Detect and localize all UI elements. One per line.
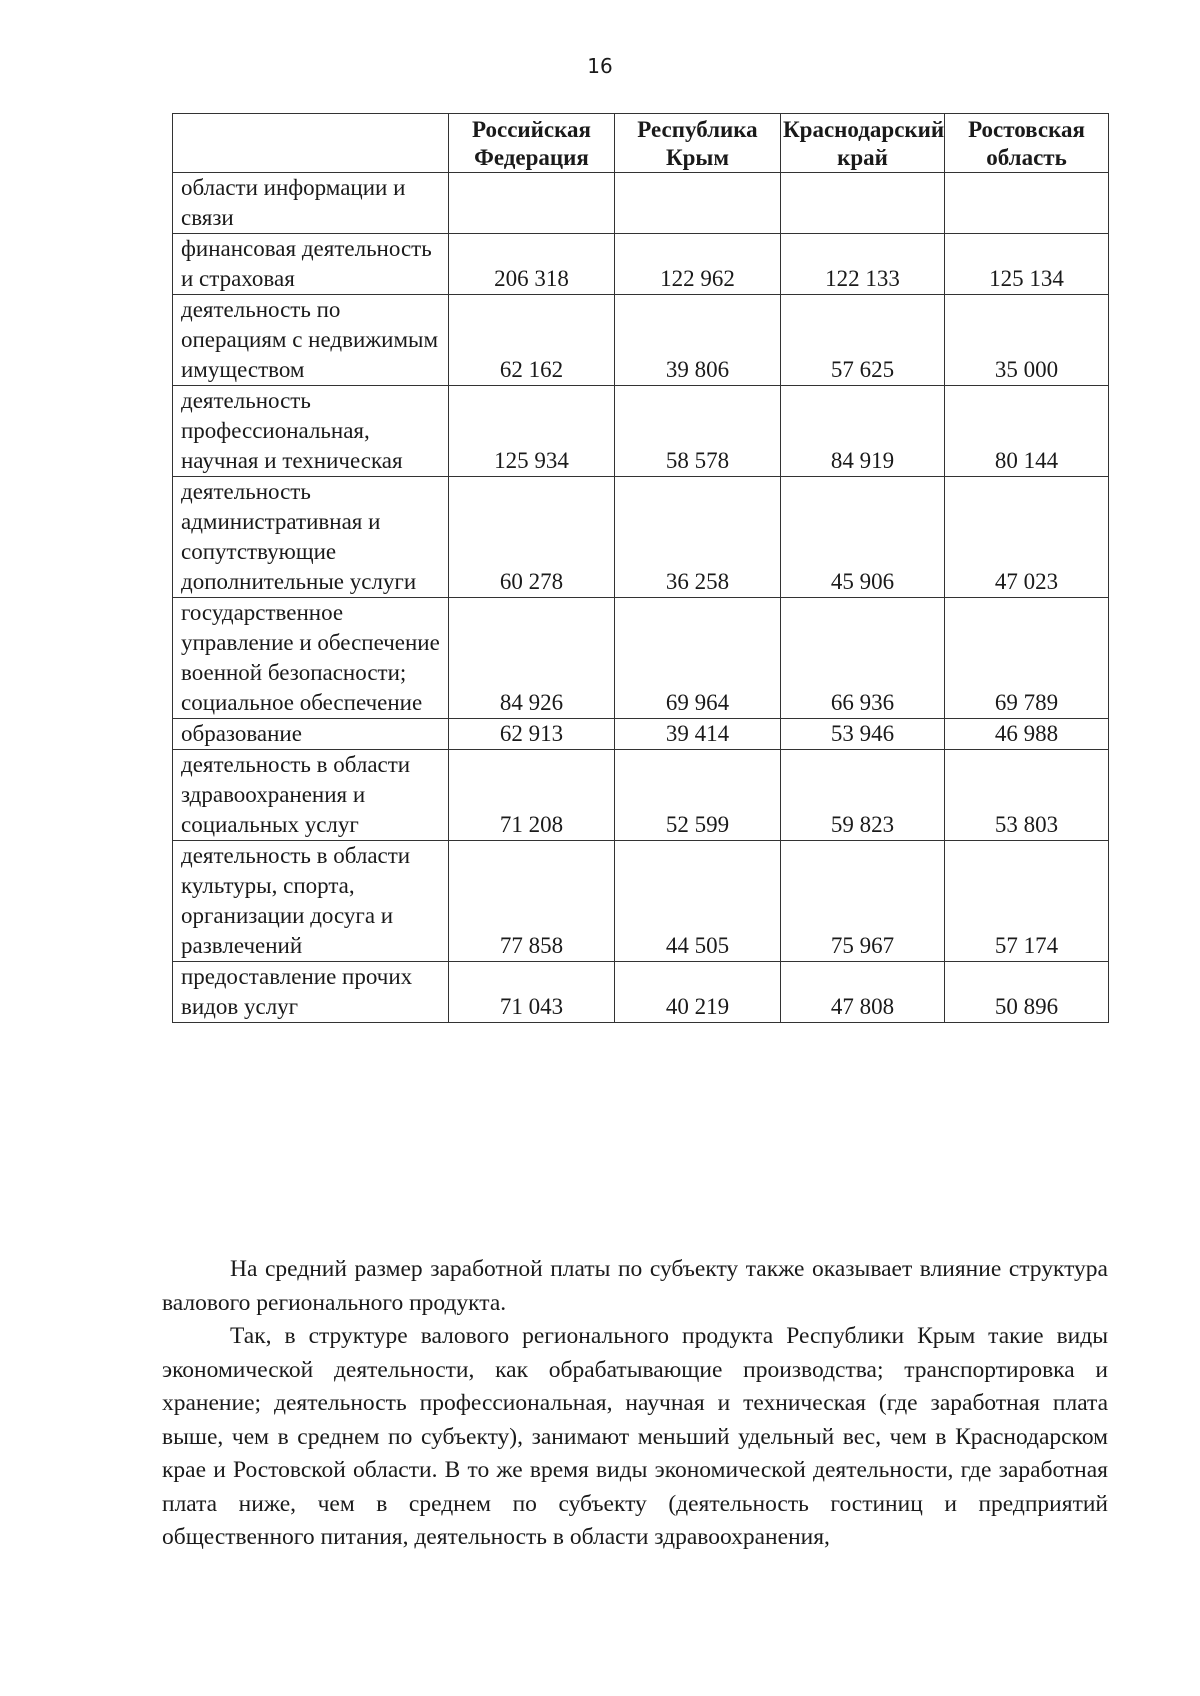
table-header-krasnodar: Краснодарский край bbox=[781, 114, 945, 173]
table-row bbox=[173, 598, 1109, 719]
cell-crimea bbox=[615, 173, 781, 234]
cell-crimea: 40 219 bbox=[615, 962, 781, 1023]
cell-crimea: 122 962 bbox=[615, 234, 781, 295]
cell-rostov: 125 134 bbox=[945, 234, 1109, 295]
table-row bbox=[173, 173, 1109, 234]
cell-rostov: 50 896 bbox=[945, 962, 1109, 1023]
table-row bbox=[173, 477, 1109, 598]
body-text bbox=[162, 1253, 1108, 1555]
row-label: деятельность в области культуры, спорта, организации досуга и развлечений bbox=[173, 841, 449, 962]
row-label: государственное управление и обеспечение военной безопасности; социальное обеспечение bbox=[173, 598, 449, 719]
cell-rf: 60 278 bbox=[449, 477, 615, 598]
table-header-rostov: Ростовская область bbox=[945, 114, 1109, 173]
row-label: финансовая деятельность и страховая bbox=[173, 234, 449, 295]
cell-crimea: 69 964 bbox=[615, 598, 781, 719]
cell-rostov: 80 144 bbox=[945, 386, 1109, 477]
cell-crimea: 52 599 bbox=[615, 750, 781, 841]
row-label: деятельность по операциям с недвижимым имуществом bbox=[173, 295, 449, 386]
cell-krasnodar: 122 133 bbox=[781, 234, 945, 295]
row-label: деятельность в области здравоохранения и социальных услуг bbox=[173, 750, 449, 841]
cell-rostov bbox=[945, 173, 1109, 234]
paragraph: Так, в структуре валового регионального продукта Республики Крым такие виды экономической деятельности, как обрабатывающие производства; транспортировка и хранение; деятельность профессиональная, научная и техническая (где заработная плата выше, чем в среднем по субъекту), занимают меньший удельный вес, чем в Краснодарском крае и Ростовской области. В то же время виды экономической деятельности, где заработная плата ниже, чем в среднем по субъекту (деятельность гостиниц и предприятий общественного питания, деятельность в области здравоохранения, bbox=[162, 1323, 1108, 1550]
page-number: 16 bbox=[587, 54, 613, 78]
cell-rf: 77 858 bbox=[449, 841, 615, 962]
cell-crimea: 39 806 bbox=[615, 295, 781, 386]
table-header-crimea: Республика Крым bbox=[615, 114, 781, 173]
cell-rf: 71 043 bbox=[449, 962, 615, 1023]
cell-crimea: 39 414 bbox=[615, 719, 781, 750]
table-row bbox=[173, 719, 1109, 750]
table-header-blank bbox=[173, 114, 449, 173]
cell-krasnodar: 57 625 bbox=[781, 295, 945, 386]
cell-krasnodar: 84 919 bbox=[781, 386, 945, 477]
cell-rostov: 35 000 bbox=[945, 295, 1109, 386]
cell-krasnodar bbox=[781, 173, 945, 234]
cell-krasnodar: 45 906 bbox=[781, 477, 945, 598]
table-header-row bbox=[173, 114, 1109, 173]
table-row bbox=[173, 386, 1109, 477]
table-row bbox=[173, 841, 1109, 962]
row-label: образование bbox=[173, 719, 449, 750]
cell-crimea: 58 578 bbox=[615, 386, 781, 477]
cell-crimea: 44 505 bbox=[615, 841, 781, 962]
cell-krasnodar: 59 823 bbox=[781, 750, 945, 841]
table-row bbox=[173, 750, 1109, 841]
cell-crimea: 36 258 bbox=[615, 477, 781, 598]
cell-rf: 62 913 bbox=[449, 719, 615, 750]
cell-rostov: 53 803 bbox=[945, 750, 1109, 841]
cell-rf: 125 934 bbox=[449, 386, 615, 477]
paragraph: На средний размер заработной платы по субъекту также оказывает влияние структура валового регионального продукта. bbox=[162, 1256, 1108, 1316]
cell-krasnodar: 53 946 bbox=[781, 719, 945, 750]
cell-rf: 71 208 bbox=[449, 750, 615, 841]
cell-rf: 62 162 bbox=[449, 295, 615, 386]
table-row bbox=[173, 234, 1109, 295]
row-label: деятельность административная и сопутствующие дополнительные услуги bbox=[173, 477, 449, 598]
cell-rf: 206 318 bbox=[449, 234, 615, 295]
table-row bbox=[173, 962, 1109, 1023]
cell-krasnodar: 47 808 bbox=[781, 962, 945, 1023]
table-row bbox=[173, 295, 1109, 386]
row-label: деятельность профессиональная, научная и техническая bbox=[173, 386, 449, 477]
cell-rostov: 46 988 bbox=[945, 719, 1109, 750]
cell-rf bbox=[449, 173, 615, 234]
cell-rostov: 47 023 bbox=[945, 477, 1109, 598]
cell-rf: 84 926 bbox=[449, 598, 615, 719]
row-label: предоставление прочих видов услуг bbox=[173, 962, 449, 1023]
cell-krasnodar: 66 936 bbox=[781, 598, 945, 719]
table-header-rf: Российская Федерация bbox=[449, 114, 615, 173]
cell-rostov: 57 174 bbox=[945, 841, 1109, 962]
cell-rostov: 69 789 bbox=[945, 598, 1109, 719]
cell-krasnodar: 75 967 bbox=[781, 841, 945, 962]
row-label: области информации и связи bbox=[173, 173, 449, 234]
salary-table bbox=[172, 113, 1109, 1023]
